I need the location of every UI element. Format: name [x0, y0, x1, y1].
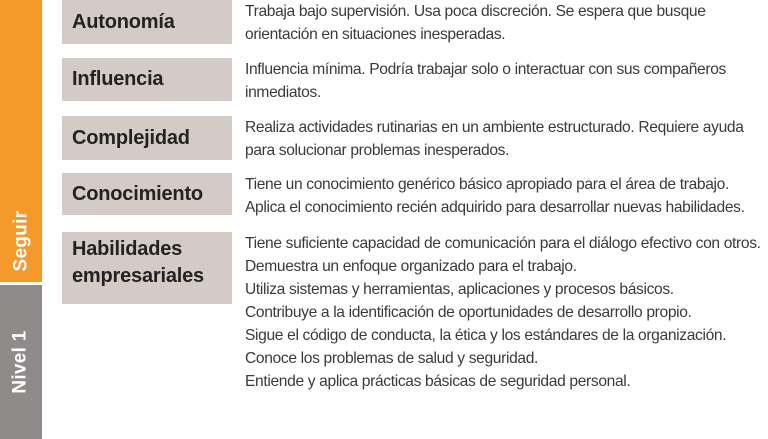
row-label: Influencia [62, 58, 232, 101]
description-line: Influencia mínima. Podría trabajar solo o interactuar con sus compañeros inmediatos. [245, 61, 726, 101]
row-label: Autonomía [62, 0, 232, 44]
description-line: Aplica el conocimiento recién adquirido para desarrollar nuevas habilidades. [245, 199, 745, 216]
row-label: Conocimiento [62, 173, 232, 215]
sidebar-nivel-label: Nivel 1 [10, 330, 32, 394]
description-line: Sigue el código de conducta, la ética y los estándares de la organización. [245, 327, 727, 344]
row-description [245, 58, 768, 104]
sidebar-seguir-label: Seguir [10, 210, 31, 272]
row-description [245, 173, 768, 219]
row-description [245, 116, 768, 162]
description-line: Conoce los problemas de salud y seguridad. [245, 350, 539, 367]
row-description [245, 0, 768, 46]
row-label: Complejidad [62, 116, 232, 160]
description-line: Tiene suficiente capacidad de comunicación para el diálogo efectivo con otros. [245, 235, 761, 252]
sidebar-nivel [0, 285, 42, 439]
description-line: Trabaja bajo supervisión. Usa poca discreción. Se espera que busque orientación en situaciones inesperadas. [245, 3, 706, 43]
description-line: Utiliza sistemas y herramientas, aplicaciones y procesos básicos. [245, 281, 674, 298]
row-label: Habilidades empresariales [62, 232, 232, 304]
row-description [245, 232, 768, 393]
description-line: Entiende y aplica prácticas básicas de seguridad personal. [245, 373, 631, 390]
description-line: Tiene un conocimiento genérico básico apropiado para el área de trabajo. [245, 176, 729, 193]
sidebar-seguir [0, 200, 42, 282]
description-line: Contribuye a la identificación de oportunidades de desarrollo propio. [245, 304, 692, 321]
description-line: Demuestra un enfoque organizado para el trabajo. [245, 258, 577, 275]
description-line: Realiza actividades rutinarias en un ambiente estructurado. Requiere ayuda para solucionar problemas inesperados. [245, 119, 744, 159]
